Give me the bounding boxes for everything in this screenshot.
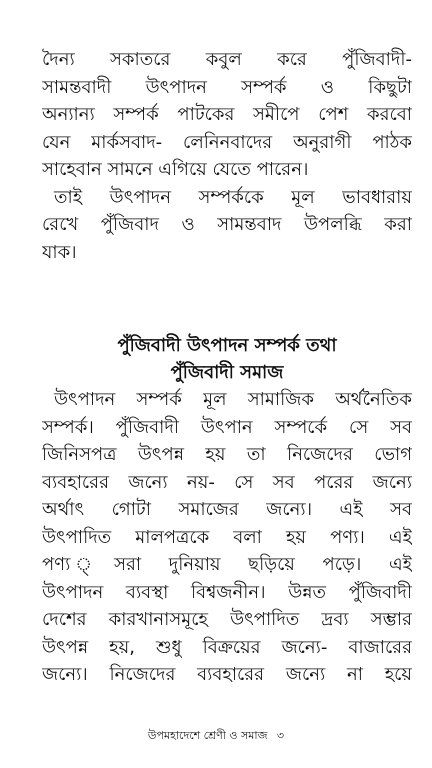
text-line: উৎপন্ন হয়, শুধু বিক্রয়ের জন্যে- বাজারের [42, 636, 412, 658]
text-line: দেশের কারখানাসমূহে উৎপাদিত দ্রব্য সম্ভার [42, 609, 412, 630]
section-heading [42, 332, 412, 386]
text-line: যেন মার্কসবাদ- লেনিনবাদের অনুরাগী পাঠক [42, 131, 412, 153]
paragraph-intro [42, 46, 412, 266]
text-line: পণ্য ্সরা দুনিয়ায় ছড়িয়ে পড়ে। এই [42, 554, 412, 575]
page-number: ৩ [276, 729, 285, 742]
heading-line: পুঁজিবাদী সমাজ [170, 362, 284, 383]
text-line: ব্যবহারের জন্যে নয়- সে সব পরের জন্যে [42, 471, 412, 493]
text-line: অন্যান্য সম্পর্ক পাটকের সমীপে পেশ করবো [42, 104, 412, 125]
page-footer [0, 728, 432, 744]
text-line: উৎপাদিত মালপত্রকে বলা হয় পণ্য। এই [42, 526, 412, 548]
text-line: রেখে পুঁজিবাদ ও সামন্তবাদ উপলব্ধি করা [42, 214, 412, 235]
text-line: সাহেবান সামনে এগিয়ে যেতে পারেন। [42, 159, 309, 180]
paragraph-body [42, 386, 412, 689]
heading-line: পুঁজিবাদী উৎপাদন সম্পর্ক তথা [117, 335, 337, 356]
footer-title: উপমহাদেশে শ্রেণী ও সমাজ [147, 729, 268, 742]
text-line: সামন্তবাদী উৎপাদন সম্পর্ক ও কিছুটা [42, 76, 412, 98]
text-line: উৎপাদন ব্যবস্থা বিশ্বজনীন। উন্নত পুঁজিবাদী [42, 581, 412, 603]
text-line: তাই উৎপাদন সম্পর্ককে মূল ভাবধারায় [54, 186, 412, 208]
text-line: জিনিসপত্র উৎপন্ন হয় তা নিজেদের ভোগ [42, 444, 412, 465]
text-line: সম্পর্ক। পুঁজিবাদী উৎপান সম্পর্কে সে সব [42, 416, 412, 438]
text-line: উৎপাদন সম্পর্ক মূল সামাজিক অর্থনৈতিক [54, 389, 412, 410]
text-line: দৈন্য সকাতরে কবুল করে পুঁজিবাদী- [42, 49, 412, 70]
text-line: অর্থাৎ গোটা সমাজের জন্যে। এই সব [42, 499, 412, 520]
text-line: যাক। [42, 241, 77, 263]
text-line: জন্যে। নিজেদের ব্যবহারের জন্যে না হয়ে [42, 664, 412, 685]
